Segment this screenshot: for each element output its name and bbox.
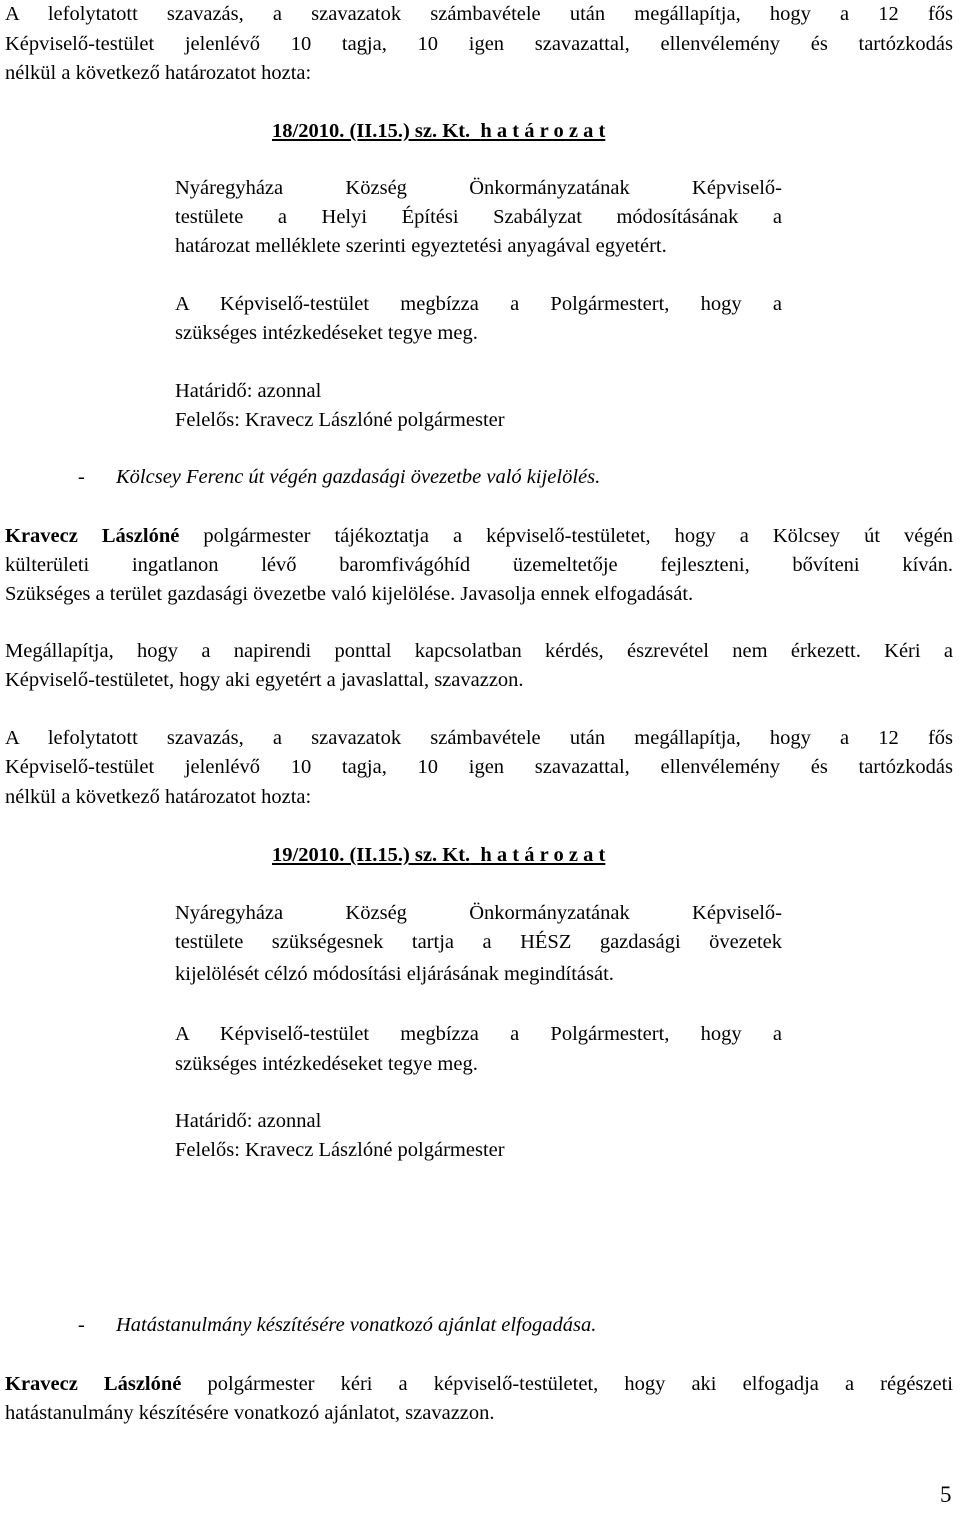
resolution-number: 18/2010. (II.15.) sz. Kt.: [272, 120, 471, 142]
resolution-deadline: Határidő: azonnal: [175, 1110, 322, 1132]
resolution-responsible: Felelős: Kravecz Lászlóné polgármester: [175, 409, 505, 431]
resolution-body-line: Nyáregyháza Község Önkormányzatának Képviselő-: [175, 902, 782, 924]
vote-text-line: A lefolytatott szavazás, a szavazatok számbavétele után megállapítja, hogy a 12 fős: [5, 727, 953, 749]
resolution-deadline: Határidő: azonnal: [175, 380, 322, 402]
paragraph-line: hatástanulmány készítésére vonatkozó ajánlatot, szavazzon.: [5, 1402, 495, 1424]
paragraph-line: Szükséges a terület gazdasági övezetbe való kijelölése. Javasolja ennek elfogadását.: [5, 583, 694, 605]
agenda-item-title: Hatástanulmány készítésére vonatkozó ajánlat elfogadása.: [116, 1314, 597, 1336]
resolution-body-line: kijelölését célzó módosítási eljárásának megindítását.: [175, 963, 614, 985]
paragraph-line: [5, 1374, 953, 1395]
resolution-heading: [272, 121, 605, 142]
resolution-responsible: Felelős: Kravecz Lászlóné polgármester: [175, 1139, 505, 1161]
agenda-item-dash: -: [78, 1314, 85, 1336]
paragraph-text: polgármester tájékoztatja a képviselő-testületet, hogy a Kölcsey út végén: [203, 525, 954, 547]
speaker-name: Kravecz Lászlóné: [5, 1373, 182, 1395]
vote-text-line: nélkül a következő határozatot hozta:: [5, 62, 312, 84]
resolution-mandate-line: szükséges intézkedéseket tegye meg.: [175, 322, 478, 344]
vote-text-line: Képviselő-testület jelenlévő 10 tagja, 10 igen szavazattal, ellenvélemény és tartózkodás: [5, 33, 953, 55]
vote-text-line: A lefolytatott szavazás, a szavazatok számbavétele után megállapítja, hogy a 12 fős: [5, 3, 953, 25]
resolution-body-line: testülete szükségesnek tartja a HÉSZ gazdasági övezetek: [175, 931, 782, 953]
agenda-item-dash: -: [78, 466, 85, 488]
resolution-mandate-line: szükséges intézkedéseket tegye meg.: [175, 1053, 478, 1075]
resolution-body-line: határozat melléklete szerinti egyeztetési anyagával egyetért.: [175, 235, 667, 257]
resolution-mandate-line: A Képviselő-testület megbízza a Polgármestert, hogy a: [175, 293, 782, 315]
speaker-name: Kravecz Lászlóné: [5, 525, 180, 547]
resolution-word: h a t á r o z a t: [480, 120, 606, 142]
vote-text-line: Képviselő-testület jelenlévő 10 tagja, 10 igen szavazattal, ellenvélemény és tartózkodás: [5, 756, 953, 778]
paragraph-text: polgármester kéri a képviselő-testületet, hogy aki elfogadja a régészeti: [207, 1373, 953, 1395]
resolution-body-line: Nyáregyháza Község Önkormányzatának Képviselő-: [175, 177, 782, 199]
resolution-word: h a t á r o z a t: [480, 844, 606, 866]
page-number: 5: [940, 1482, 952, 1507]
resolution-mandate-line: A Képviselő-testület megbízza a Polgármestert, hogy a: [175, 1023, 782, 1045]
resolution-heading: [272, 845, 605, 866]
paragraph-line: Képviselő-testületet, hogy aki egyetért a javaslattal, szavazzon.: [5, 669, 524, 691]
paragraph-line: Megállapítja, hogy a napirendi ponttal kapcsolatban kérdés, észrevétel nem érkezett. Kéri a: [5, 640, 953, 662]
vote-text-line: nélkül a következő határozatot hozta:: [5, 786, 312, 808]
resolution-body-line: testülete a Helyi Építési Szabályzat módosításának a: [175, 206, 782, 228]
paragraph-line: külterületi ingatlanon lévő baromfivágóhíd üzemeltetője fejleszteni, bővíteni kíván.: [5, 554, 953, 576]
paragraph-line: [5, 526, 953, 547]
agenda-item-title: Kölcsey Ferenc út végén gazdasági övezetbe való kijelölés.: [116, 466, 601, 488]
resolution-number: 19/2010. (II.15.) sz. Kt.: [272, 844, 471, 866]
